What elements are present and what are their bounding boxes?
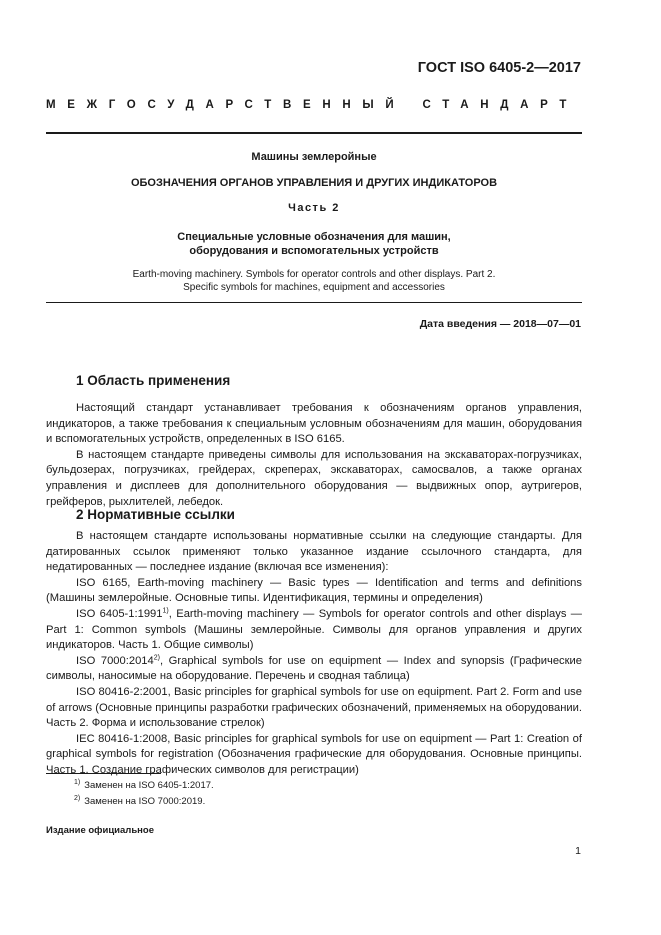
reference-id: ISO 7000:2014 [76,654,154,667]
footnote-mark: 1) [74,778,81,786]
footnote-rule [46,773,161,774]
footnote-text: Заменен на ISO 6405-1:2017. [84,780,214,791]
footnote-2 [74,794,214,810]
category-word-interstate: МЕЖГОСУДАРСТВЕННЫЙ [46,99,406,111]
reference-text: , Earth-moving machinery — Symbols for operator controls and other displays — Part 1: Common symbols (Машины землеройные. Символы для органов управления и других индикаторов. Часть 1. Общие символы) [46,607,582,652]
title-special-symbols [46,230,582,258]
reference-iec-80416-1: IEC 80416-1:2008, Basic principles for graphical symbols for use on equipment — Part 1: Creation of graphical symbols for registration (Обозначения графические для оборудования. Основные принципы. Часть 1. Создание графических символов для регистрации) [46,732,582,776]
footnote-ref-1[interactable]: 1) [162,607,169,615]
reference-iso-6405-1 [46,607,582,654]
reference-text: , Graphical symbols for use on equipment — Index and synopsis (Графические символы, наносимые на оборудование. Перечень и сводная таблица) [46,654,582,683]
reference-iso-7000 [46,654,582,685]
title-designations: ОБОЗНАЧЕНИЯ ОРГАНОВ УПРАВЛЕНИЯ И ДРУГИХ ИНДИКАТОРОВ [130,177,498,189]
footnotes [74,778,214,810]
title-special-line1: Специальные условные обозначения для машин, [177,231,451,243]
section2-paragraph: В настоящем стандарте использованы нормативные ссылки на следующие стандарты. Для датированных ссылок применяют только указанное издание ссылочного стандарта, для недатированных — последнее издание (включая все изменения): [46,530,582,574]
section2-body [46,529,582,779]
header-rule [46,132,582,134]
section1-paragraph: Настоящий стандарт устанавливает требования к обозначениям органов управления, индикаторов, а также требования к специальным условным обозначениям для машин, оборудования и вспомогательных устройств, определенных в ISO 6165. [46,402,582,446]
reference-id: ISO 6405-1:1991 [76,607,163,620]
official-edition-label: Издание официальное [46,825,154,836]
section1-title: 1 Область применения [76,373,231,388]
footnote-mark: 2) [74,794,81,802]
title-rule [46,302,582,303]
title-machines: Машины землеройные [251,151,377,163]
standard-category [46,99,586,111]
footnote-ref-2[interactable]: 2) [153,654,160,662]
english-title [46,268,582,294]
title-special-line2: оборудования и вспомогательных устройств [189,245,439,257]
english-title-line1: Earth-moving machinery. Symbols for operator controls and other displays. Part 2. [132,269,496,280]
footnote-1 [74,778,214,794]
introduction-date: Дата введения — 2018—07—01 [419,318,581,330]
section1-body [46,401,582,510]
page-number: 1 [575,845,581,857]
footnote-text: Заменен на ISO 7000:2019. [84,796,206,807]
gost-code: ГОСТ ISO 6405-2—2017 [417,60,581,76]
category-word-standard: СТАНДАРТ [422,99,579,111]
english-title-line2: Specific symbols for machines, equipment and accessories [183,282,445,293]
title-part: Часть 2 [288,202,340,214]
reference-iso-6165: ISO 6165, Earth-moving machinery — Basic types — Identification and terms and definitions (Машины землеройные. Основные типы. Идентификация, термины и определения) [46,576,582,605]
section1-paragraph: В настоящем стандарте приведены символы для использования на экскаваторах-погрузчиках, бульдозерах, погрузчиках, грейдерах, скреперах, экскаваторах, самосвалов, а также органах управления и дисплеев для дополнительного оборудования — выдвижных опор, аутригеров, грейферов, рыхлителей, лебедок. [46,448,582,508]
reference-iso-80416-2: ISO 80416-2:2001, Basic principles for graphical symbols for use on equipment. Part 2. Form and use of arrows (Основные принципы разработки графических обозначений, применяемых на оборудовании. Часть 2. Форма и использование стрелок) [46,685,582,730]
section2-title: 2 Нормативные ссылки [76,507,235,522]
